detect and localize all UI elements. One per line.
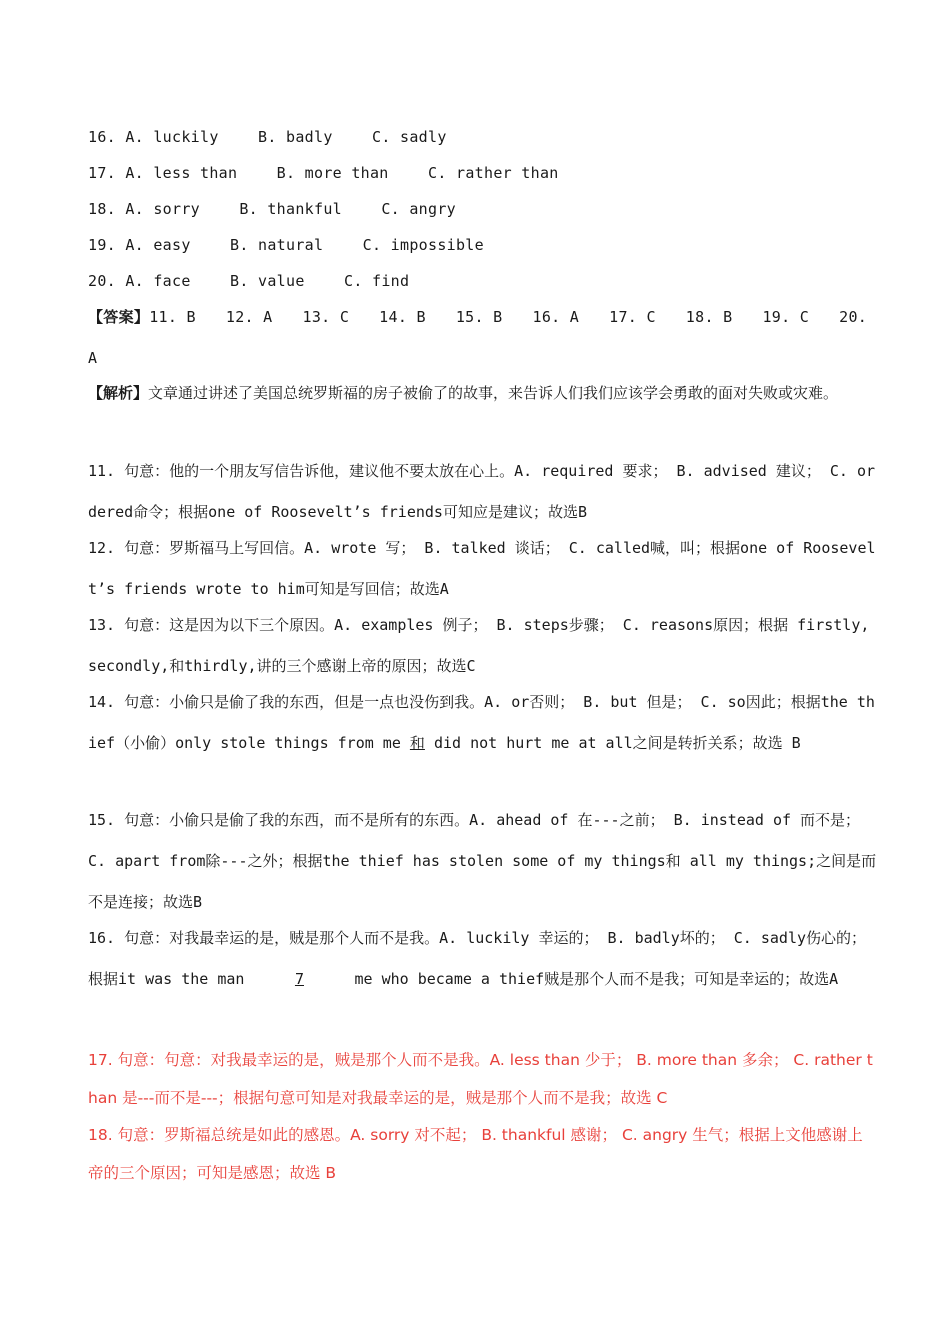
option-b: B. badly (258, 128, 333, 146)
option-a: A. less than (125, 164, 238, 182)
option-b: B. more than (276, 164, 389, 182)
answer-item: 17. C (609, 308, 656, 326)
answer-item: A (88, 349, 98, 367)
analysis-paragraph (88, 373, 878, 414)
blank-number: 7 (294, 970, 304, 988)
analysis-tag: 【解析】 (88, 384, 149, 402)
option-b: B. value (230, 272, 305, 290)
analysis-text: 文章通过讲述了美国总统罗斯福的房子被偷了的故事，来告诉人们我们应该学会勇敢的面对失败或灾难。 (148, 384, 839, 402)
answer-item: 20. (839, 308, 868, 326)
explanation-text: 11. 句意：他的一个朋友写信告诉他，建议他不要太放在心上。A. required 要求； B. advised 建议； C. ordered命令；根据one of Roosevelt’s friends可知应是建议；故选B (88, 462, 876, 521)
answer-item: 15. B (455, 308, 503, 326)
explanation-text: 13. 句意：这是因为以下三个原因。A. examples 例子； B. steps步骤； C. reasons原因；根据 firstly, secondly,和thirdly,讲的三个感谢上帝的原因；故选C (88, 616, 870, 675)
option-b: B. natural (230, 236, 324, 254)
question-number: 18. (88, 200, 116, 218)
explanation-14 (88, 682, 878, 764)
answer-tag: 【答案】 (88, 308, 150, 326)
answer-item: 11. B (149, 308, 196, 326)
option-line-16 (88, 127, 890, 147)
explanation-17 (88, 1041, 878, 1117)
answer-item: 16. A (532, 308, 580, 326)
explanation-13 (88, 605, 878, 687)
explanation-16 (88, 918, 878, 1000)
explanation-text: 12. 句意：罗斯福马上写回信。A. wrote 写； B. talked 谈话； C. called喊，叫；根据one of Roosevelt’s friends wrote to him可知是写回信；故选A (88, 539, 876, 598)
explanation-12 (88, 528, 878, 610)
underlined-word: 和 (409, 734, 425, 752)
answer-item: 14. B (379, 308, 426, 326)
explanation-text: 15. 句意：小偷只是偷了我的东西，而不是所有的东西。A. ahead of 在---之前； B. instead of 而不是； C. apart from除---之外；根据the thief has stolen some of my things和 all my things;之间是而不是连接；故选B (88, 811, 877, 911)
question-number: 17. (88, 164, 116, 182)
option-a: A. face (125, 272, 191, 290)
explanation-11 (88, 451, 878, 533)
option-c: C. rather than (428, 164, 559, 182)
option-c: C. find (344, 272, 410, 290)
explanation-text: 17. 句意：句意：对我最幸运的是，贼是那个人而不是我。A. less than 少于； B. more than 多余； C. rather than 是---而不是---；根据句意可知是对我最幸运的是，贼是那个人而不是我；故选 C (88, 1051, 873, 1107)
question-number: 19. (88, 236, 116, 254)
answer-item: 13. C (302, 308, 350, 326)
answer-key-wrap (88, 348, 890, 368)
option-c: C. angry (381, 200, 456, 218)
option-line-20 (88, 271, 890, 291)
explanation-text: 18. 句意：罗斯福总统是如此的感恩。A. sorry 对不起； B. thankful 感谢； C. angry 生气；根据上文他感谢上帝的三个原因；可知是感恩；故选 B (88, 1126, 863, 1182)
question-number: 16. (88, 128, 116, 146)
answer-key (88, 307, 890, 327)
option-c: C. sadly (372, 128, 447, 146)
explanation-text: 14. 句意：小偷只是偷了我的东西，但是一点也没伤到我。A. or否则； B. but 但是； C. so因此；根据the thief（小偷）only stole things from me (88, 693, 875, 752)
option-a: A. luckily (125, 128, 219, 146)
answer-item: 18. B (685, 308, 733, 326)
option-line-19 (88, 235, 890, 255)
question-number: 20. (88, 272, 116, 290)
explanation-15 (88, 800, 878, 923)
option-a: A. easy (125, 236, 191, 254)
answer-item: 19. C (762, 308, 810, 326)
explanation-text: did not hurt me at all之间是转折关系；故选 B (424, 734, 801, 752)
option-a: A. sorry (125, 200, 200, 218)
answer-item: 12. A (225, 308, 273, 326)
option-c: C. impossible (362, 236, 484, 254)
option-line-18 (88, 199, 890, 219)
explanation-text: 16. 句意：对我最幸运的是，贼是那个人而不是我。A. luckily 幸运的； B. badly坏的； C. sadly伤心的；根据it was the man (88, 929, 867, 988)
option-line-17 (88, 163, 890, 183)
explanation-18 (88, 1116, 878, 1192)
option-b: B. thankful (239, 200, 342, 218)
explanation-text: me who became a thief贼是那个人而不是我；可知是幸运的；故选A (345, 970, 839, 988)
